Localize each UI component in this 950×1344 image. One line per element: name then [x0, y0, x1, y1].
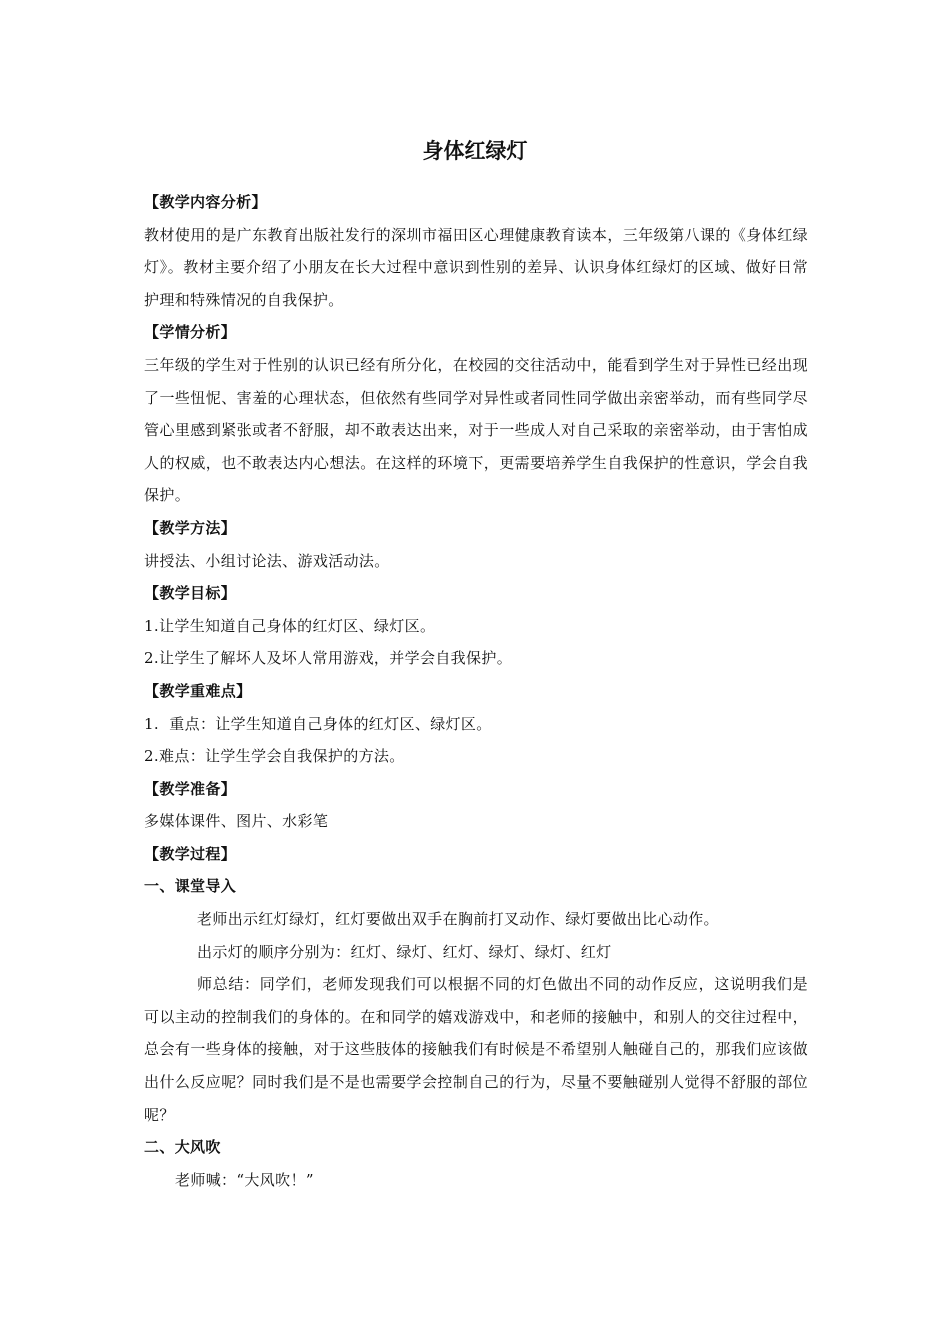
paragraph: 老师喊：“大风吹！” [175, 1170, 314, 1189]
paragraph: 出示灯的顺序分别为：红灯、绿灯、红灯、绿灯、绿灯、红灯 [197, 942, 612, 961]
section-heading: 【教学准备】 [144, 779, 237, 798]
section-heading: 【教学重难点】 [144, 681, 252, 700]
section-heading: 【教学过程】 [144, 844, 237, 863]
subsection-heading: 二、大风吹 [144, 1138, 221, 1157]
paragraph: 讲授法、小组讨论法、游戏活动法。 [144, 551, 390, 570]
paragraph: 教材使用的是广东教育出版社发行的深圳市福田区心理健康教育读本，三年级第八课的《身体红绿灯》。教材主要介绍了小朋友在长大过程中意识到性别的差异、认识身体红绿灯的区域、做好日常护理和特殊情况的自我保护。 [144, 225, 808, 309]
paragraph: 老师出示红灯绿灯，红灯要做出双手在胸前打叉动作、绿灯要做出比心动作。 [197, 910, 719, 929]
subsection-heading: 一、课堂导入 [144, 877, 237, 896]
document-body [144, 186, 808, 1196]
section-heading: 【学情分析】 [144, 323, 237, 342]
document-title: 身体红绿灯 [422, 139, 528, 163]
section-heading: 【教学目标】 [144, 584, 237, 603]
list-item: 1.让学生知道自己身体的红灯区、绿灯区。 [144, 616, 436, 635]
paragraph: 师总结：同学们，老师发现我们可以根据不同的灯色做出不同的动作反应，这说明我们是可以主动的控制我们的身体的。在和同学的嬉戏游戏中，和老师的接触中，和别人的交往过程中，总会有一些身体的接触，对于这些肢体的接触我们有时候是不希望别人触碰自己的，那我们应该做出什么反应呢？同时我们是不是也需要学会控制自己的行为，尽量不要触碰别人觉得不舒服的部位呢？ [144, 975, 808, 1124]
section-heading: 【教学内容分析】 [144, 193, 267, 211]
list-item: 2.难点：让学生学会自我保护的方法。 [144, 747, 405, 766]
list-item: 1. 重点：让学生知道自己身体的红灯区、绿灯区。 [144, 714, 492, 733]
section-heading: 【教学方法】 [144, 518, 237, 537]
list-item: 2.让学生了解坏人及坏人常用游戏，并学会自我保护。 [144, 649, 513, 668]
paragraph: 多媒体课件、图片、水彩笔 [144, 812, 329, 831]
paragraph: 三年级的学生对于性别的认识已经有所分化，在校园的交往活动中，能看到学生对于异性已经出现了一些忸怩、害羞的心理状态，但依然有些同学对异性或者同性同学做出亲密举动，而有些同学尽管心里感到紧张或者不舒服，却不敢表达出来，对于一些成人对自己采取的亲密举动，由于害怕成人的权威，也不敢表达内心想法。在这样的环境下，更需要培养学生自我保护的性意识，学会自我保护。 [144, 355, 808, 505]
